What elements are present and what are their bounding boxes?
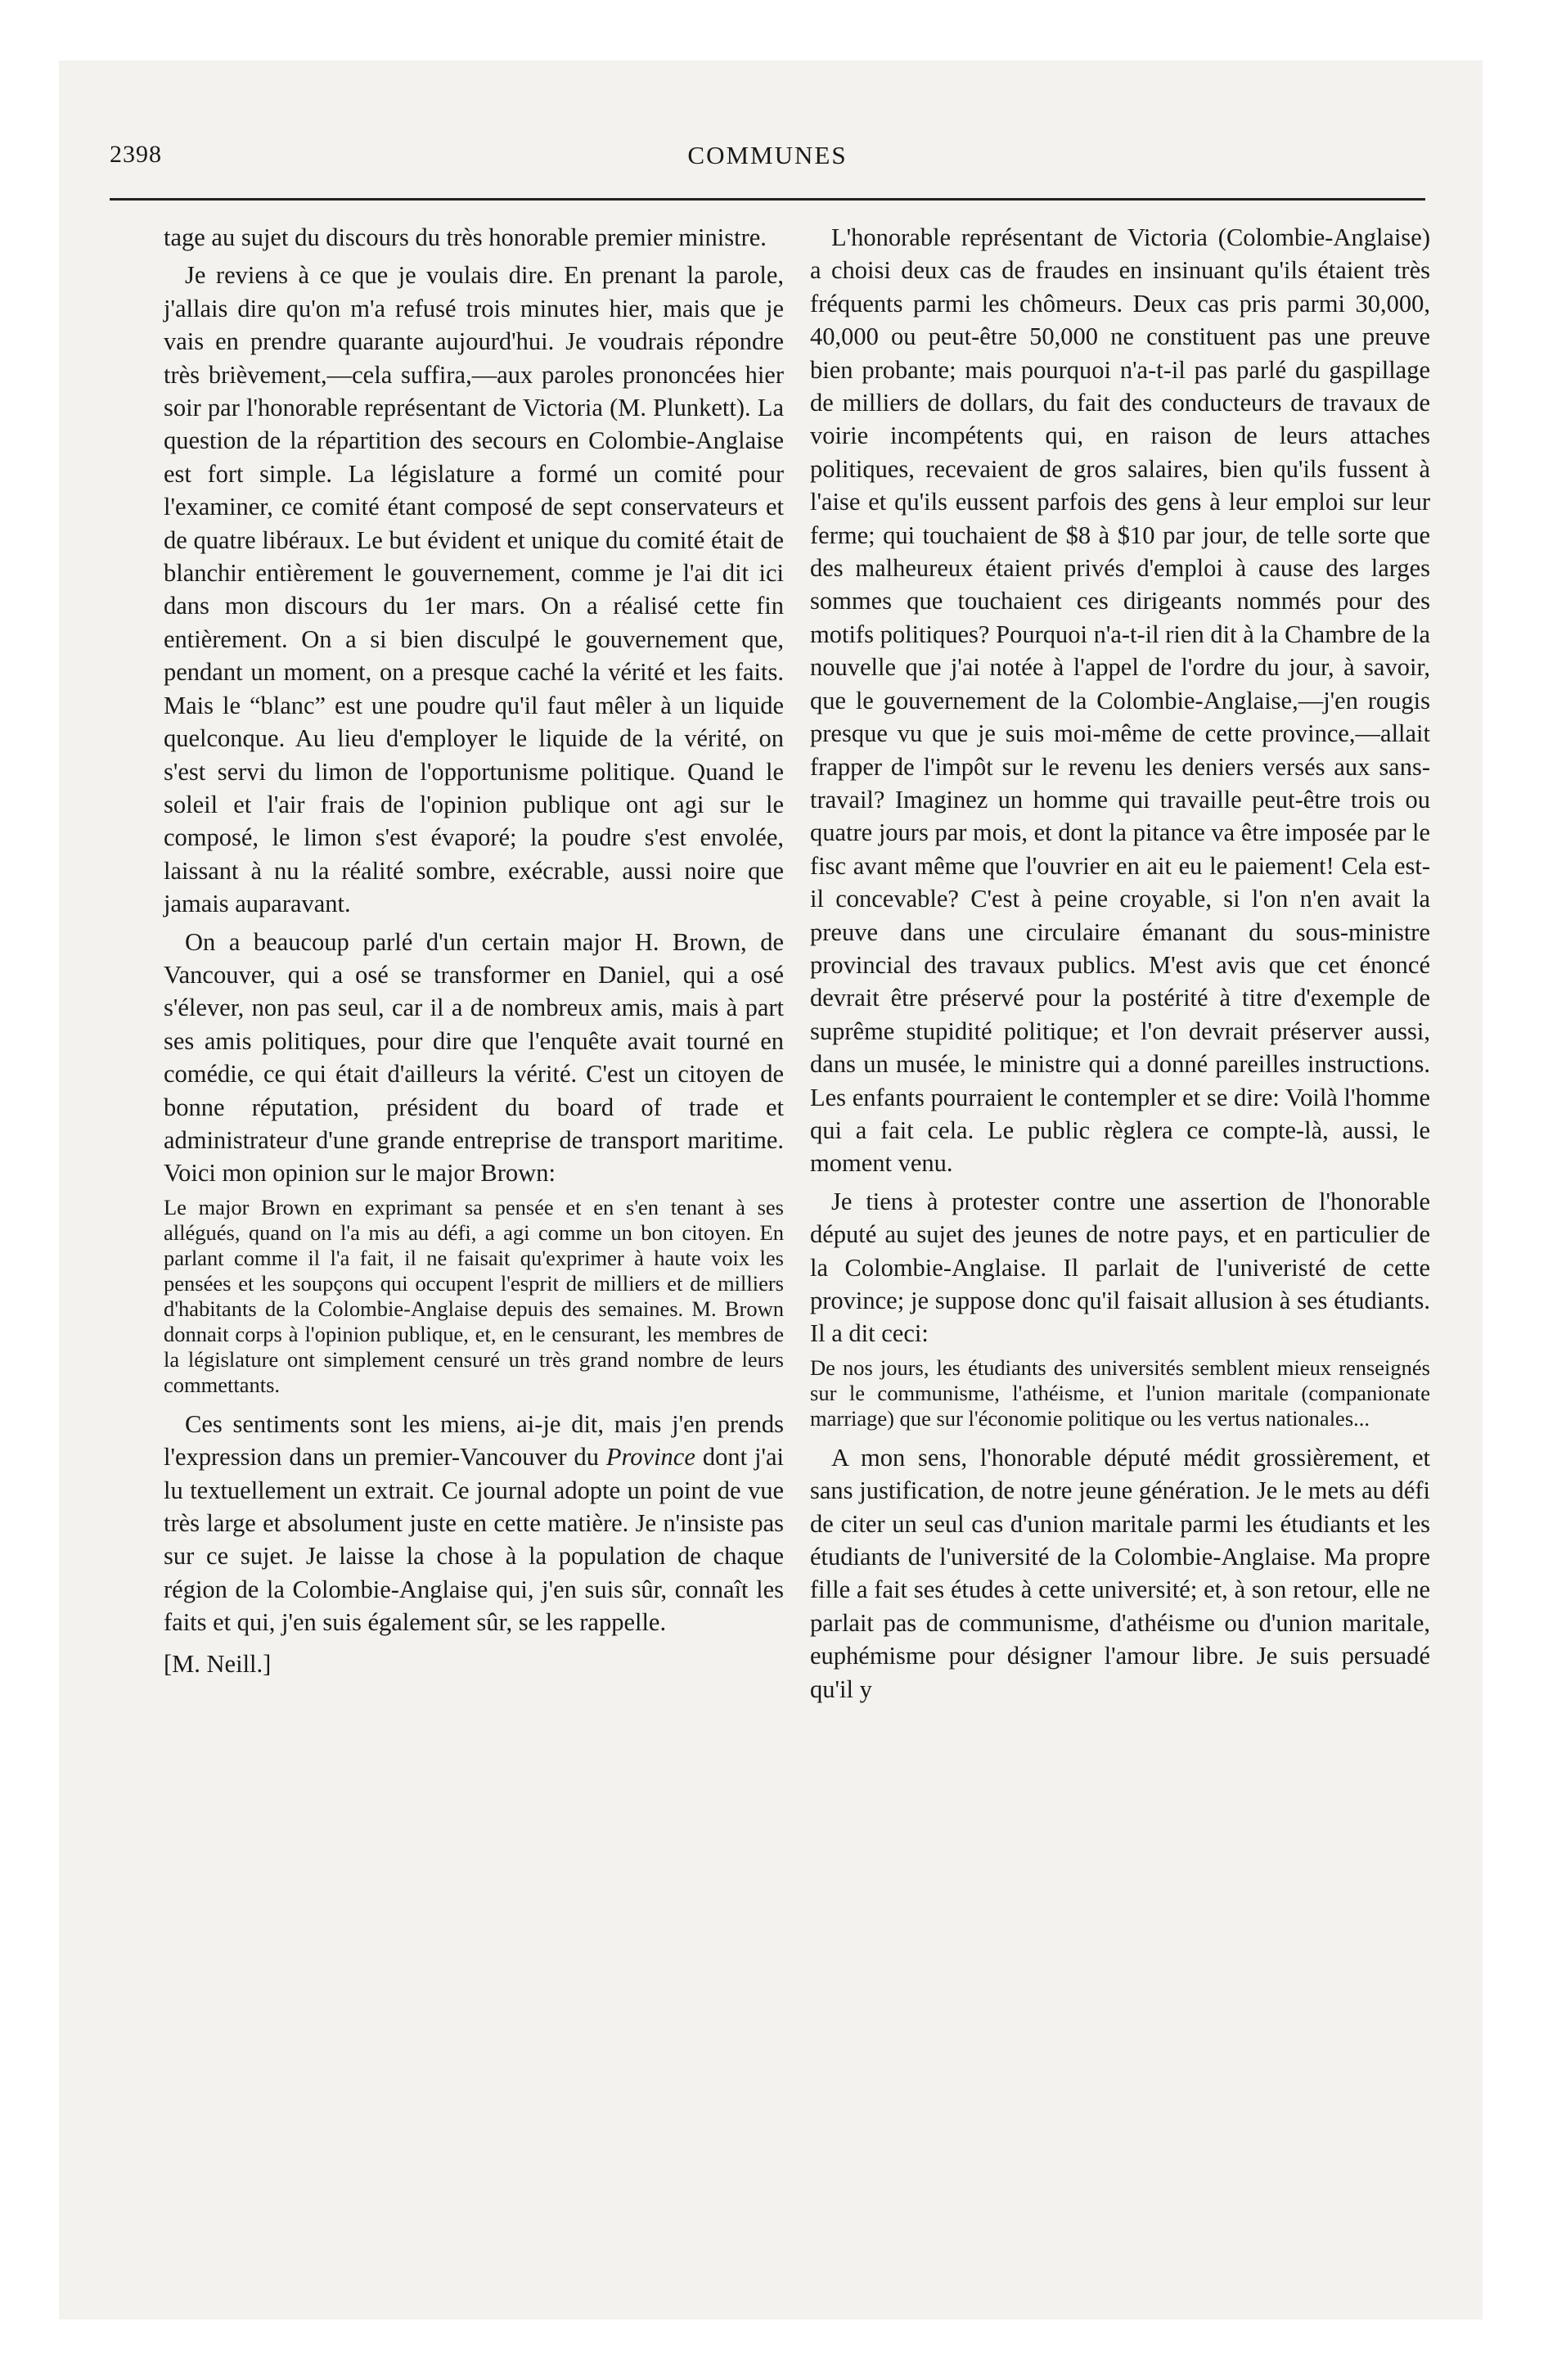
right-column xyxy=(810,221,1430,1711)
text-run: dont j'ai lu textuellement un extrait. Ce journal adopte un point de vue très large et absolument juste en cette matière. Je n'insiste pas sur ce sujet. Je laisse la chose à la population de chaque région de la Colombie-Anglaise qui, j'en suis sûr, connaît les faits et qui, j'en suis également sûr, se les rappelle. xyxy=(164,1443,785,1637)
paragraph: A mon sens, l'honorable député médit grossièrement, et sans justification, de notre jeune génération. Je le mets au défi de citer un seul cas d'union maritale parmi les étudiants et les étudiants de l'université de la Colombie-Anglaise. Ma propre fille a fait ses études à cette université; et, à son retour, elle ne parlait pas de communisme, d'athéisme ou d'union maritale, euphémisme pour désigner l'amour libre. Je suis persuadé qu'il y xyxy=(810,1443,1430,1703)
paragraph: L'honorable représentant de Victoria (Colombie-Anglaise) a choisi deux cas de fraudes en insinuant qu'ils étaient très fréquents parmi les chômeurs. Deux cas pris parmi 30,000, 40,000 ou peut-être 50,000 ne constituent pas une preuve bien probante; mais pourquoi n'a-t-il pas parlé du gaspillage de milliers de dollars, du fait des conducteurs de travaux de voirie incompétents qui, en raison de leurs attaches politiques, recevaient de gros salaires, bien qu'ils fussent à l'aise et qu'ils eussent parfois des gens à leur emploi sur leur ferme; qui touchaient de $8 à $10 par jour, de telle sorte que des malheureux étaient privés d'emploi à cause des larges sommes que touchaient ces dirigeants nommés pour des motifs politiques? Pourquoi n'a-t-il rien dit à la Chambre de la nouvelle que j'ai notée à l'appel de l'ordre du jour, à savoir, que le gouvernement de la Colombie-Anglaise,—j'en rougis presque vu que je suis moi-même de cette province,—allait frapper de l'impôt sur le revenu les deniers versés aux sans-travail? Imaginez un homme qui travaille peut-être trois ou quatre jours par mois, et dont la pitance va être imposée par le fisc avant même que l'ouvrier en ait eu le paiement! Cela est-il concevable? C'est à peine croyable, si l'on n'en avait la preuve dans une circulaire émanant du sous-ministre provincial des travaux publics. M'est avis que cet énoncé devrait être préservé pour la postérité à titre d'exemple de suprême stupidité politique; et l'on devrait préserver aussi, dans un musée, le ministre qui a donné pareilles instructions. Les enfants pourraient le contempler et se dire: Voilà l'homme qui a fait cela. Le public règlera ce compte-là, aussi, le moment venu. xyxy=(810,223,1430,1178)
left-column xyxy=(164,221,784,1685)
page-header xyxy=(110,141,1425,177)
page-number: 2398 xyxy=(110,141,162,168)
paragraph: Je tiens à protester contre une assertion de l'honorable député au sujet des jeunes de notre pays, et en particulier de la Colombie-Anglaise. Il parlait de l'univeristé de cette province; je suppose donc qu'il faisait allusion à ses étudiants. Il a dit ceci: xyxy=(810,1187,1430,1348)
speaker-attribution: [M. Neill.] xyxy=(164,1649,272,1678)
paragraph xyxy=(164,1408,784,1639)
block-quote: Le major Brown en exprimant sa pensée et en s'en tenant à ses allégués, quand on l'a mis au défi, a agi comme un bon citoyen. En parlant comme il l'a fait, il ne faisait qu'exprimer à haute voix les pensées et les soupçons qui occupent l'esprit de milliers et de milliers d'habitants de la Colombie-Anglaise depuis des semaines. M. Brown donnait corps à l'opinion publique, et, en le censurant, les membres de la législature ont simplement censuré un très grand nombre de leurs commettants. xyxy=(164,1194,784,1397)
paragraph: Je reviens à ce que je voulais dire. En prenant la parole, j'allais dire qu'on m'a refusé trois minutes hier, mais que je vais en prendre quarante aujourd'hui. Je voudrais répondre très brièvement,—cela suffira,—aux paroles prononcées hier soir par l'honorable représentant de Victoria (M. Plunkett). La question de la répartition des secours en Colombie-Anglaise est fort simple. La législature a formé un comité pour l'examiner, ce comité étant composé de sept conservateurs et de quatre libéraux. Le but évident et unique du comité était de blanchir entièrement le gouvernement, comme je l'ai dit ici dans mon discours du 1er mars. On a réalisé cette fin entièrement. On a si bien disculpé le gouvernement que, pendant un moment, on a presque caché la vérité et les faits. Mais le “blanc” est une poudre qu'il faut mêler à un liquide quelconque. Au lieu d'employer le liquide de la vérité, on s'est servi du limon de l'opportunisme politique. Quand le soleil et l'air frais de l'opinion publique ont agi sur le composé, le limon s'est évaporé; la poudre s'est envolée, laissant à nu la réalité sombre, exécrable, aussi noire que jamais auparavant. xyxy=(164,261,784,918)
running-head: COMMUNES xyxy=(687,141,848,169)
paragraph: On a beaucoup parlé d'un certain major H. Brown, de Vancouver, qui a osé se transformer en Daniel, qui a osé s'élever, non pas seul, car il a de nombreux amis, mais à part ses amis politiques, pour dire que l'enquête avait tourné en comédie, ce qui était d'ailleurs la vérité. C'est un citoyen de bonne réputation, président du board of trade et administrateur d'une grande entreprise de transport maritime. Voici mon opinion sur le major Brown: xyxy=(164,927,784,1188)
newspaper-title: Province xyxy=(605,1443,695,1472)
paragraph: tage au sujet du discours du très honorable premier ministre. xyxy=(164,223,767,251)
text-run: Ces sentiments sont les miens, ai-je dit, mais j'en prends l'expression dans un premier-Vancouver du xyxy=(164,1409,784,1472)
block-quote: De nos jours, les étudiants des universités semblent mieux renseignés sur le communisme, l'athéisme, et l'union maritale (companionate marriage) que sur l'économie politique ou les vertus nationales... xyxy=(810,1355,1430,1431)
header-rule xyxy=(110,198,1425,201)
